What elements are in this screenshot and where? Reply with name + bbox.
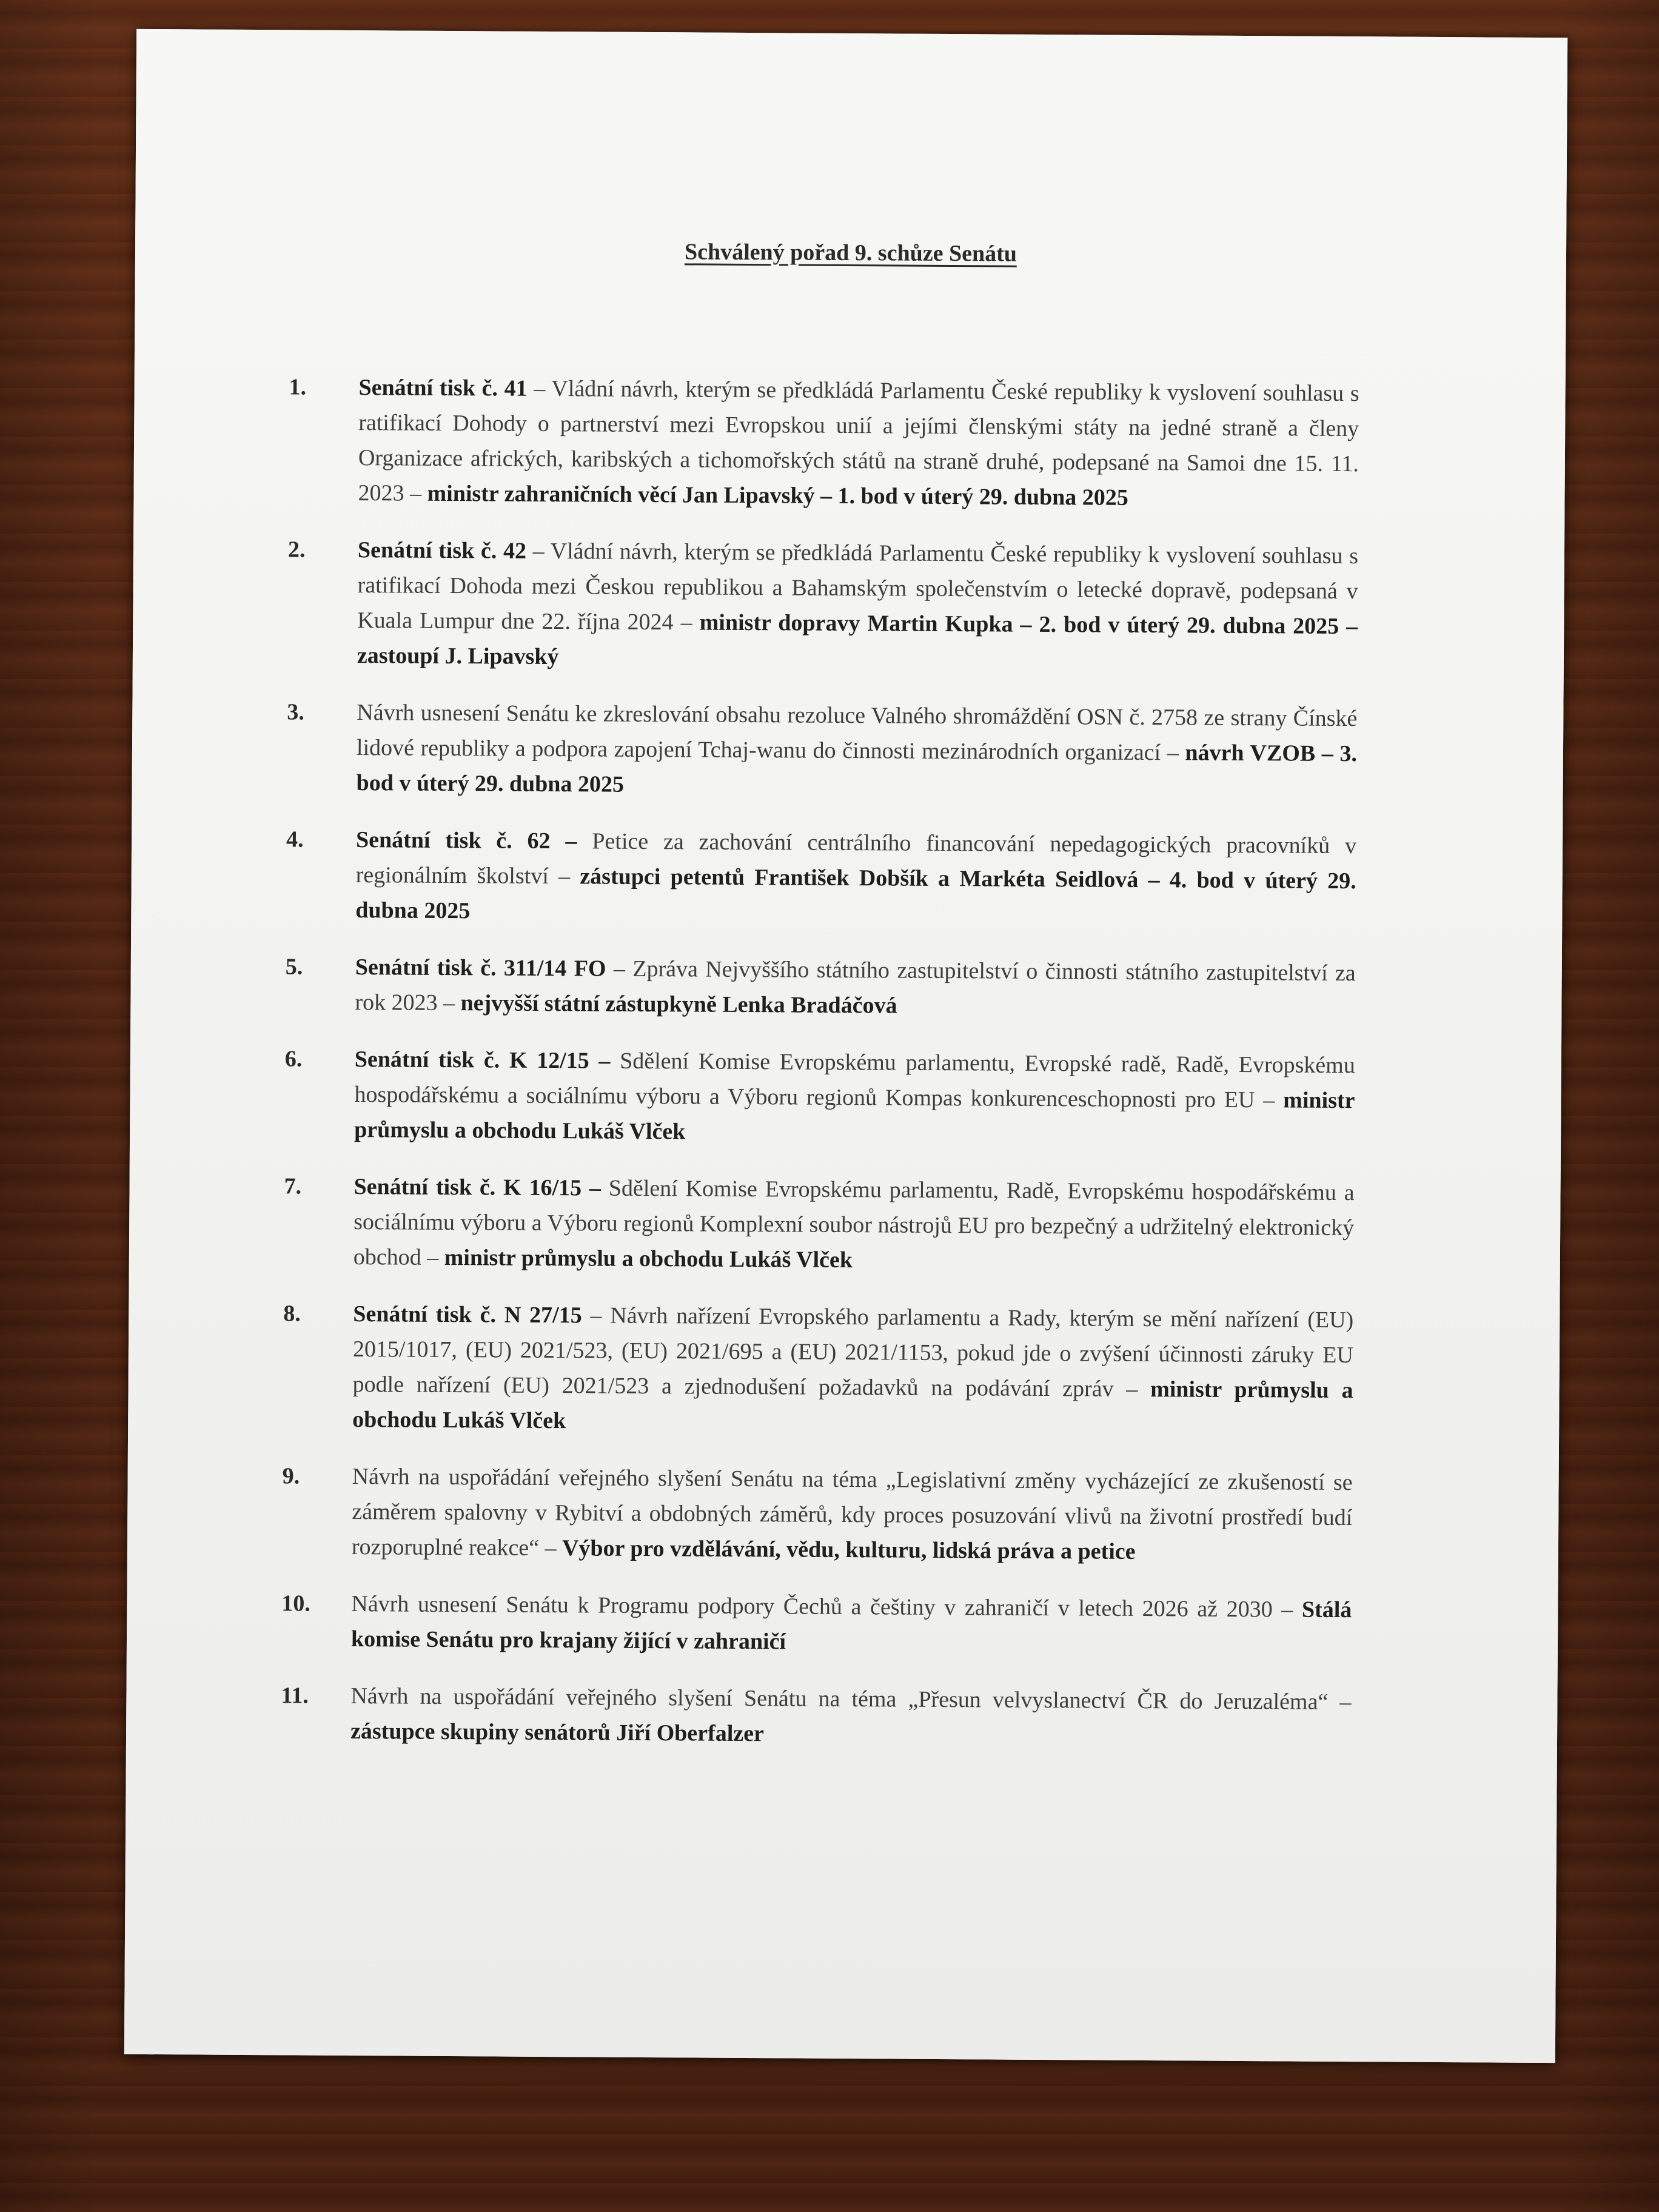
item-text-part: ministr dopravy Martin Kupka – 2. bod v úterý 29. dubna 2025 – zastoupí J. Lipavský: [357, 609, 1358, 670]
item-number: 9.: [282, 1463, 300, 1489]
item-text: [356, 695, 1357, 806]
item-text-part: Senátní tisk č. N 27/15: [353, 1301, 582, 1329]
item-text-part: – Vládní návrh, kterým se předkládá Parlamentu České republiky k vyslovení souhlasu s ratifikací Dohoda mezi Českou republikou a Bahamským společenstvím o letecké dopravě, podepsaná v Kuala Lumpur dne 22. října 2024 –: [357, 538, 1359, 635]
item-text: [354, 1042, 1355, 1153]
item-text: [351, 1586, 1352, 1663]
item-text-part: Sdělení Komise Evropskému parlamentu, Evropské radě, Radě, Evropskému hospodářskému a sociálnímu výboru a Výboru regionů Kompas konkurenceschopnosti pro EU –: [354, 1048, 1355, 1113]
item-text: [352, 1296, 1353, 1443]
item-text: [355, 822, 1356, 934]
item-text-part: nejvyšší státní zástupkyně Lenka Bradáčová: [460, 990, 897, 1019]
item-text: [352, 1459, 1353, 1570]
item-text-part: Stálá komise Senátu pro krajany žijící v zahraničí: [350, 1597, 1352, 1655]
item-text: [358, 370, 1359, 517]
item-text-part: Návrh usnesení Senátu ke zkreslování obsahu rezoluce Valného shromáždění OSN č. 2758 ze strany Čínské lidové republiky a podpora zapojení Tchaj-wanu do činnosti mezinárodních organizací –: [356, 700, 1358, 766]
item-number: 1.: [289, 374, 307, 400]
item-text-part: ministr průmyslu a obchodu Lukáš Vlček: [352, 1376, 1353, 1434]
item-text-part: – Vládní návrh, kterým se předkládá Parlamentu České republiky k vyslovení souhlasu s ratifikací Dohody o partnerství mezi Evropskou unií a jejími členskými státy na jedné straně a členy Organizace afrických, karibských a tichomořských států na straně druhé, podepsané na Samoi dne 15. 11. 2023 –: [358, 375, 1359, 506]
agenda-item: [284, 1168, 1485, 1281]
item-text-part: Návrh na uspořádání veřejného slyšení Senátu na téma „Legislativní změny vycházející ze zkušeností se záměrem spalovny v Rybitví a obdobných záměrů, kdy proces posuzování vlivů na životní prostředí budí rozporuplné reakce“ –: [351, 1464, 1353, 1561]
item-text-part: zástupci petentů František Dobšík a Markéta Seidlová – 4. bod v úterý 29. dubna 2025: [355, 863, 1356, 924]
item-number: 8.: [283, 1301, 301, 1327]
item-text-part: Senátní tisk č. 42: [357, 537, 527, 564]
agenda-item: [285, 949, 1486, 1027]
item-text-part: Výbor pro vzdělávání, vědu, kulturu, lidská práva a petice: [561, 1535, 1136, 1564]
item-number: 10.: [281, 1590, 310, 1617]
item-text-part: ministr průmyslu a obchodu Lukáš Vlček: [354, 1087, 1355, 1145]
item-number: 11.: [281, 1683, 309, 1709]
item-text-part: ministr zahraničních věcí Jan Lipavský – 1. bod v úterý 29. dubna 2025: [427, 480, 1129, 511]
agenda-item: [282, 1458, 1483, 1571]
item-text-part: Senátní tisk č. K 16/15 –: [354, 1174, 602, 1201]
document-title: Schválený pořad 9. schůze Senátu: [684, 239, 1017, 267]
item-text-part: Senátní tisk č. 311/14 FO: [355, 954, 606, 982]
item-number: 5.: [285, 954, 303, 980]
item-text-part: Senátní tisk č. 41: [358, 375, 528, 401]
item-text-part: Návrh usnesení Senátu k Programu podpory Čechů a češtiny v zahraničí v letech 2026 až 2030 –: [351, 1591, 1302, 1623]
agenda-item: [286, 694, 1487, 807]
agenda-item: [281, 1678, 1482, 1755]
agenda-item: [288, 369, 1489, 517]
item-text-part: – Zpráva Nejvyššího státního zastupitelství o činnosti státního zastupitelství za rok 2023 –: [355, 956, 1356, 1016]
agenda-item: [284, 1041, 1486, 1154]
item-text-part: Návrh na uspořádání veřejného slyšení Senátu na téma „Přesun velvyslanectví ČR do Jeruzaléma“ –: [350, 1683, 1352, 1715]
item-number: 7.: [284, 1173, 302, 1199]
item-text: [354, 1169, 1355, 1281]
agenda-item: [287, 532, 1489, 680]
item-number: 2.: [287, 537, 306, 563]
item-text-part: Petice za zachování centrálního financování nepedagogických pracovníků v regionálním školství –: [355, 828, 1357, 890]
paper-sheet: [124, 29, 1567, 2063]
item-number: 6.: [284, 1046, 303, 1072]
agenda-item: [286, 822, 1487, 934]
item-text-part: zástupce skupiny senátorů Jiří Oberfalzer: [350, 1718, 765, 1747]
item-text-part: Senátní tisk č. K 12/15 –: [354, 1047, 611, 1074]
item-text-part: Sdělení Komise Evropskému parlamentu, Radě, Evropskému hospodářskému a sociálnímu výboru a Výboru regionů Komplexní soubor nástrojů EU pro bezpečný a udržitelný elektronický obchod –: [353, 1175, 1355, 1270]
item-text-part: Senátní tisk č. 62 –: [355, 827, 577, 854]
item-text: [350, 1678, 1352, 1755]
agenda-item: [281, 1586, 1483, 1663]
item-text: [355, 950, 1356, 1026]
item-number: 4.: [286, 826, 304, 853]
item-number: 3.: [287, 699, 304, 725]
item-text: [357, 532, 1358, 679]
item-text-part: návrh VZOB – 3. bod v úterý 29. dubna 2025: [356, 740, 1358, 797]
agenda-item: [283, 1296, 1484, 1444]
agenda-list: [281, 369, 1490, 1777]
item-text-part: ministr průmyslu a obchodu Lukáš Vlček: [444, 1244, 853, 1273]
item-text-part: – Návrh nařízení Evropského parlamentu a Rady, kterým se mění nařízení (EU) 2015/1017, (EU) 2021/523, (EU) 2021/695 a (EU) 2021/1153, pokud jde o zvýšení účinnosti záruky EU podle nařízení (EU) 2021/523 a zjednodušení požadavků na podávání zpráv –: [352, 1302, 1354, 1403]
